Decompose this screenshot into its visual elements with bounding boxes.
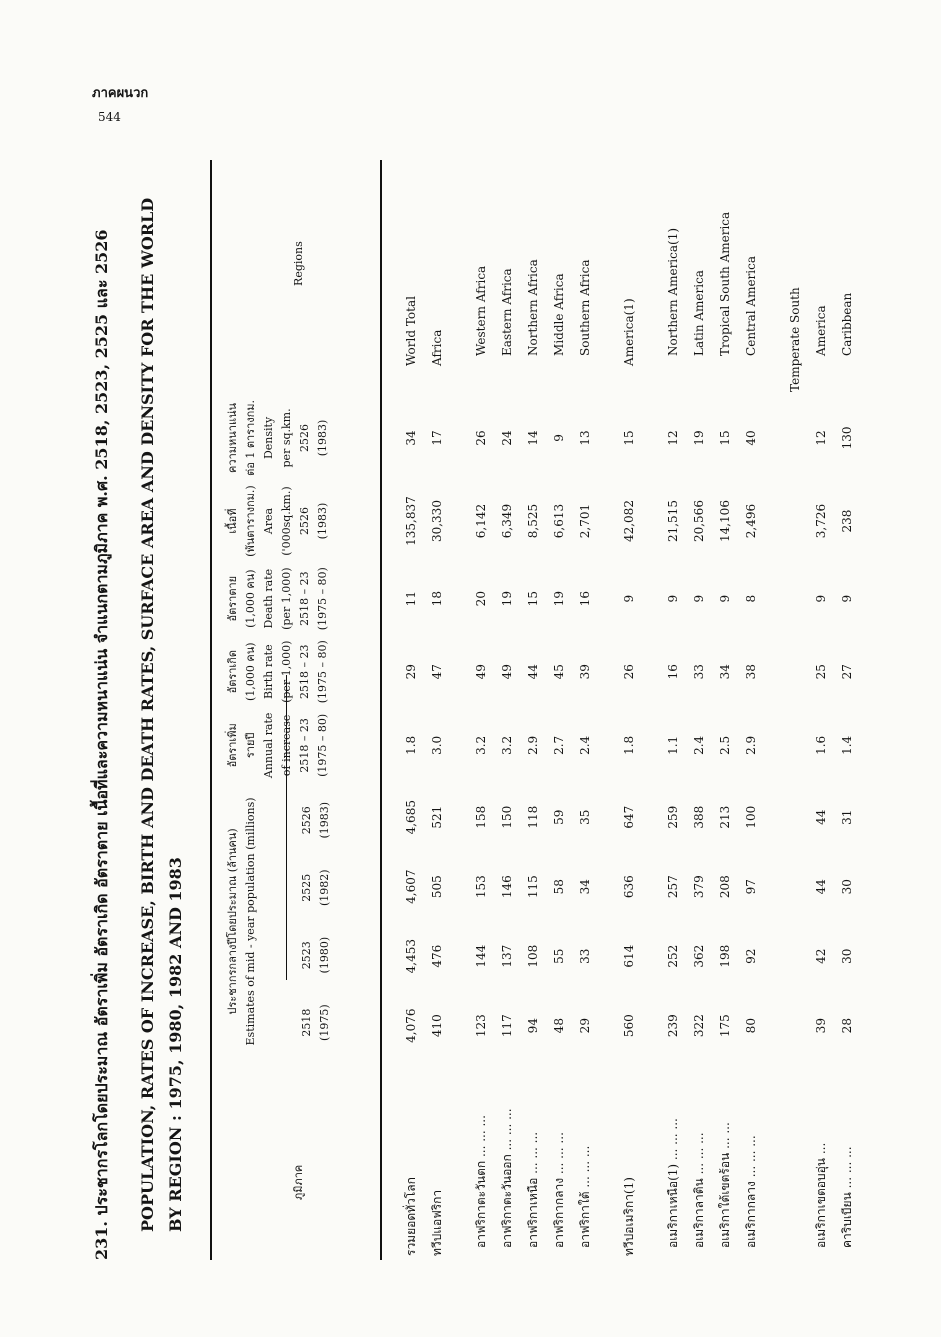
table-cell: 97 bbox=[744, 879, 758, 895]
table-cell: 1.6 bbox=[814, 735, 828, 755]
table-cell: 33 bbox=[578, 948, 592, 964]
region-thai-label: คาริบเบียน ... ... ... bbox=[839, 1146, 854, 1248]
table-cell: 26 bbox=[474, 430, 488, 446]
region-thai-label: อาฟริกาใต้ ... ... ... bbox=[577, 1145, 592, 1248]
table-cell: 38 bbox=[744, 664, 758, 680]
table-cell: 35 bbox=[578, 809, 592, 825]
table-cell: 144 bbox=[474, 944, 488, 968]
year-be: 2525 bbox=[300, 873, 313, 902]
table-cell: 42 bbox=[814, 948, 828, 964]
table-cell: 2,496 bbox=[744, 503, 758, 539]
table-cell: 9 bbox=[622, 594, 636, 603]
table-cell: 29 bbox=[404, 664, 418, 680]
region-english-label: Northern Africa bbox=[526, 259, 540, 356]
table-cell: 4,607 bbox=[404, 869, 418, 904]
table-row bbox=[712, 160, 738, 1260]
table-cell: 29 bbox=[578, 1018, 592, 1034]
table-cell: 636 bbox=[622, 875, 636, 899]
table-cell: 6,613 bbox=[552, 503, 566, 539]
table-cell: 15 bbox=[526, 591, 540, 607]
table-cell: 158 bbox=[474, 805, 488, 829]
table-cell: 2.5 bbox=[718, 735, 732, 755]
region-english-label: Tropical South America bbox=[718, 211, 732, 356]
table-cell: 259 bbox=[666, 805, 680, 829]
table-cell: 55 bbox=[552, 948, 566, 964]
table-cell: 379 bbox=[692, 875, 706, 899]
table-row bbox=[572, 160, 598, 1260]
table-cell: 30,330 bbox=[430, 500, 444, 543]
table-cell: 12 bbox=[666, 430, 680, 446]
table-cell: 14 bbox=[526, 430, 540, 446]
table-cell: 14,106 bbox=[718, 500, 732, 543]
table-cell: 108 bbox=[526, 944, 540, 968]
table-cell: 9 bbox=[840, 594, 854, 603]
table-cell: 2.4 bbox=[578, 735, 592, 755]
table-cell: 3.2 bbox=[474, 735, 488, 755]
table-cell: 44 bbox=[814, 809, 828, 825]
table-row bbox=[834, 160, 860, 1260]
table-cell: 505 bbox=[430, 875, 444, 899]
table-body bbox=[398, 160, 860, 1260]
table-row bbox=[520, 160, 546, 1260]
region-thai-label: อเมริกาเหนือ(1) ... ... ... bbox=[665, 1118, 680, 1248]
region-english-header: Regions bbox=[292, 241, 305, 286]
table-cell: 1.8 bbox=[622, 735, 636, 755]
table-cell: 34 bbox=[404, 430, 418, 446]
table-cell: 25 bbox=[814, 664, 828, 680]
table-cell: 11 bbox=[404, 591, 418, 607]
population-english-header: Estimates of mid - year population (millions) bbox=[244, 797, 257, 1046]
table-cell: 80 bbox=[744, 1018, 758, 1034]
table-cell: 58 bbox=[552, 879, 566, 895]
table-cell: 18 bbox=[430, 591, 444, 607]
year-header-row bbox=[298, 786, 334, 1056]
region-english-label: Western Africa bbox=[474, 265, 488, 356]
table-row bbox=[808, 160, 834, 1260]
table-row bbox=[424, 160, 450, 1260]
region-thai-label: อาฟริกาตะวันตก ... ... ... bbox=[473, 1115, 488, 1248]
table-cell: 130 bbox=[840, 426, 854, 450]
table-cell: 31 bbox=[840, 809, 854, 825]
table-cell: 3,726 bbox=[814, 503, 828, 539]
table-cell: 48 bbox=[552, 1018, 566, 1034]
table-cell: 123 bbox=[474, 1014, 488, 1038]
table-top-rule bbox=[210, 160, 212, 1260]
table-cell: 30 bbox=[840, 948, 854, 964]
birth-rate-header: อัตราเกิด (1,000 คน) Birth rate (per 1,000) 2518 – 23 (1975 – 80) bbox=[226, 640, 329, 704]
region-english-label: Africa bbox=[430, 329, 444, 366]
region-thai-label: อาฟริกาตะวันออก ... ... ... bbox=[499, 1108, 514, 1248]
year-be: 2523 bbox=[300, 941, 313, 970]
region-thai-label: อาฟริกาเหนือ ... ... ... bbox=[525, 1131, 540, 1248]
table-cell: 238 bbox=[840, 509, 854, 533]
table-row bbox=[616, 160, 642, 1260]
region-english-label: Caribbean bbox=[840, 292, 854, 356]
table-cell: 150 bbox=[500, 805, 514, 829]
table-cell: 146 bbox=[500, 875, 514, 899]
table-cell: 26 bbox=[622, 664, 636, 680]
table-cell: 2,701 bbox=[578, 503, 592, 539]
table-cell: 4,453 bbox=[404, 939, 418, 974]
region-english-label: Northern America(1) bbox=[666, 227, 680, 356]
table-cell: 322 bbox=[692, 1014, 706, 1038]
table-cell: 59 bbox=[552, 809, 566, 825]
table-cell: 614 bbox=[622, 944, 636, 968]
table-cell: 3.2 bbox=[500, 735, 514, 755]
table-cell: 16 bbox=[578, 591, 592, 607]
area-header: เนื้อที่ (พันตารางกม.) Area ('000sq.km.) 2526 (1983) bbox=[226, 485, 329, 557]
density-header: ความหนาแน่น ต่อ 1 ตารางกม. Density per sq.km. 2526 (1983) bbox=[226, 399, 329, 476]
table-cell: 521 bbox=[430, 805, 444, 829]
table-cell: 100 bbox=[744, 805, 758, 829]
table-row bbox=[738, 160, 764, 1260]
table-cell: 6,349 bbox=[500, 503, 514, 539]
region-thai-header: ภูมิภาค bbox=[292, 1164, 305, 1200]
table-cell: 118 bbox=[526, 805, 540, 829]
table-cell: 19 bbox=[500, 591, 514, 607]
table-cell: 8,525 bbox=[526, 503, 540, 539]
table-cell: 45 bbox=[552, 664, 566, 680]
table-cell: 6,142 bbox=[474, 503, 488, 539]
table-cell: 9 bbox=[692, 594, 706, 603]
table-cell: 362 bbox=[692, 944, 706, 968]
table-cell: 34 bbox=[578, 879, 592, 895]
table-cell: 1.1 bbox=[666, 735, 680, 755]
table-cell: 9 bbox=[718, 594, 732, 603]
population-table bbox=[218, 160, 860, 1260]
region-english-label: Latin America bbox=[692, 270, 706, 356]
section-header: ภาคผนวก bbox=[92, 86, 149, 101]
table-cell: 9 bbox=[666, 594, 680, 603]
table-cell: 153 bbox=[474, 875, 488, 899]
year-be: 2526 bbox=[300, 806, 313, 835]
year-ce: (1980) bbox=[318, 936, 331, 974]
table-cell: 252 bbox=[666, 944, 680, 968]
table-cell: 135,837 bbox=[404, 496, 418, 546]
table-cell: 39 bbox=[814, 1018, 828, 1034]
table-cell: 476 bbox=[430, 944, 444, 968]
table-cell: 410 bbox=[430, 1014, 444, 1038]
table-cell: 117 bbox=[500, 1014, 514, 1038]
table-cell: 44 bbox=[526, 664, 540, 680]
table-cell: 40 bbox=[744, 430, 758, 446]
table-cell: 20,566 bbox=[692, 500, 706, 543]
table-cell: 560 bbox=[622, 1014, 636, 1038]
table-cell: 39 bbox=[578, 664, 592, 680]
rotated-table-page bbox=[90, 160, 854, 1260]
region-thai-label: รวมยอดทั่วโลก bbox=[403, 1177, 418, 1256]
table-cell: 175 bbox=[718, 1014, 732, 1038]
table-cell: 20 bbox=[474, 591, 488, 607]
region-english-label: Eastern Africa bbox=[500, 268, 514, 356]
death-rate-header: อัตราตาย (1,000 คน) Death rate (per 1,000) 2518 – 23 (1975 – 80) bbox=[226, 567, 329, 631]
table-cell: 137 bbox=[500, 944, 514, 968]
region-english-label: America bbox=[814, 305, 828, 356]
title-english-line1: POPULATION, RATES OF INCREASE, BIRTH AND DEATH RATES, SURFACE AREA AND DENSITY FOR THE WORLD bbox=[138, 197, 157, 1232]
table-cell: 213 bbox=[718, 805, 732, 829]
table-cell: 47 bbox=[430, 664, 444, 680]
table-cell: 2.9 bbox=[526, 735, 540, 755]
title-thai: 231. ประชากรโลกโดยประมาณ อัตราเพิ่ม อัตราเกิด อัตราตาย เนื้อที่และความหนาแน่น จำแนกตามภูมิภาค พ.ศ. 2518, 2523, 2525 และ 2526 bbox=[92, 229, 111, 1260]
table-cell: 198 bbox=[718, 944, 732, 968]
table-cell: 9 bbox=[552, 434, 566, 442]
table-cell: 17 bbox=[430, 430, 444, 446]
region-thai-label: ทวีปแอฟริกา bbox=[429, 1189, 444, 1256]
table-cell: 21,515 bbox=[666, 500, 680, 543]
table-row bbox=[660, 160, 686, 1260]
table-cell: 647 bbox=[622, 805, 636, 829]
table-cell: 4,076 bbox=[404, 1008, 418, 1043]
table-cell: 34 bbox=[718, 664, 732, 680]
region-english-label: Temperate South bbox=[788, 287, 802, 392]
table-cell: 388 bbox=[692, 805, 706, 829]
table-cell: 239 bbox=[666, 1014, 680, 1038]
year-ce: (1975) bbox=[318, 1004, 331, 1041]
table-cell: 115 bbox=[526, 875, 540, 899]
region-english-label: Middle Africa bbox=[552, 273, 566, 356]
table-cell: 1.4 bbox=[840, 735, 854, 755]
table-cell: 28 bbox=[840, 1018, 854, 1034]
year-ce: (1983) bbox=[318, 801, 331, 839]
table-row bbox=[468, 160, 494, 1260]
region-thai-label: ทวีปอเมริกา(1) bbox=[621, 1177, 636, 1256]
table-cell: 15 bbox=[718, 430, 732, 446]
table-row bbox=[398, 160, 424, 1260]
table-row bbox=[686, 160, 712, 1260]
table-cell: 13 bbox=[578, 430, 592, 446]
region-thai-label: อเมริกากลาง ... ... ... bbox=[743, 1135, 758, 1248]
region-thai-label: อเมริกาใต้เขตร้อน ... ... bbox=[717, 1122, 732, 1248]
table-cell: 92 bbox=[744, 948, 758, 964]
region-thai-label: อเมริกาลาติน ... ... ... bbox=[691, 1132, 706, 1248]
table-cell: 15 bbox=[622, 430, 636, 446]
table-cell: 49 bbox=[474, 664, 488, 680]
table-cell: 42,082 bbox=[622, 500, 636, 543]
region-english-label: Southern Africa bbox=[578, 259, 592, 356]
table-cell: 12 bbox=[814, 430, 828, 446]
region-english-label: World Total bbox=[404, 296, 418, 366]
page-number: 544 bbox=[98, 110, 121, 124]
table-cell: 208 bbox=[718, 875, 732, 899]
region-thai-label: อาฟริกากลาง ... ... ... bbox=[551, 1132, 566, 1248]
table-cell: 4,685 bbox=[404, 800, 418, 835]
table-cell: 19 bbox=[692, 430, 706, 446]
table-cell: 2.9 bbox=[744, 735, 758, 755]
population-thai-header: ประชากรกลางปีโดยประมาณ (ล้านคน) bbox=[226, 828, 239, 1015]
table-cell: 1.8 bbox=[404, 735, 418, 755]
year-be: 2518 bbox=[300, 1008, 313, 1037]
table-cell: 44 bbox=[814, 879, 828, 895]
annual-rate-header: อัตราเพิ่ม รายปี Annual rate of increase 2518 – 23 (1975 – 80) bbox=[226, 712, 329, 779]
region-english-label: Central America bbox=[744, 255, 758, 356]
table-row bbox=[494, 160, 520, 1260]
table-cell: 2.4 bbox=[692, 735, 706, 755]
table-cell: 94 bbox=[526, 1018, 540, 1034]
table-cell: 3.0 bbox=[430, 735, 444, 755]
region-english-label: America(1) bbox=[622, 298, 636, 366]
region-thai-label: อเมริกาเขตอบอุ่น ... bbox=[813, 1142, 828, 1248]
table-cell: 257 bbox=[666, 875, 680, 899]
table-row bbox=[546, 160, 572, 1260]
title-english-line2: BY REGION : 1975, 1980, 1982 AND 1983 bbox=[166, 857, 185, 1232]
table-cell: 8 bbox=[744, 594, 758, 603]
year-ce: (1982) bbox=[318, 869, 331, 906]
table-cell: 33 bbox=[692, 664, 706, 680]
table-cell: 49 bbox=[500, 664, 514, 680]
table-cell: 19 bbox=[552, 591, 566, 607]
table-cell: 24 bbox=[500, 430, 514, 446]
table-cell: 2.7 bbox=[552, 735, 566, 755]
table-cell: 9 bbox=[814, 594, 828, 603]
table-cell: 16 bbox=[666, 664, 680, 680]
table-cell: 30 bbox=[840, 879, 854, 895]
table-cell: 27 bbox=[840, 664, 854, 680]
